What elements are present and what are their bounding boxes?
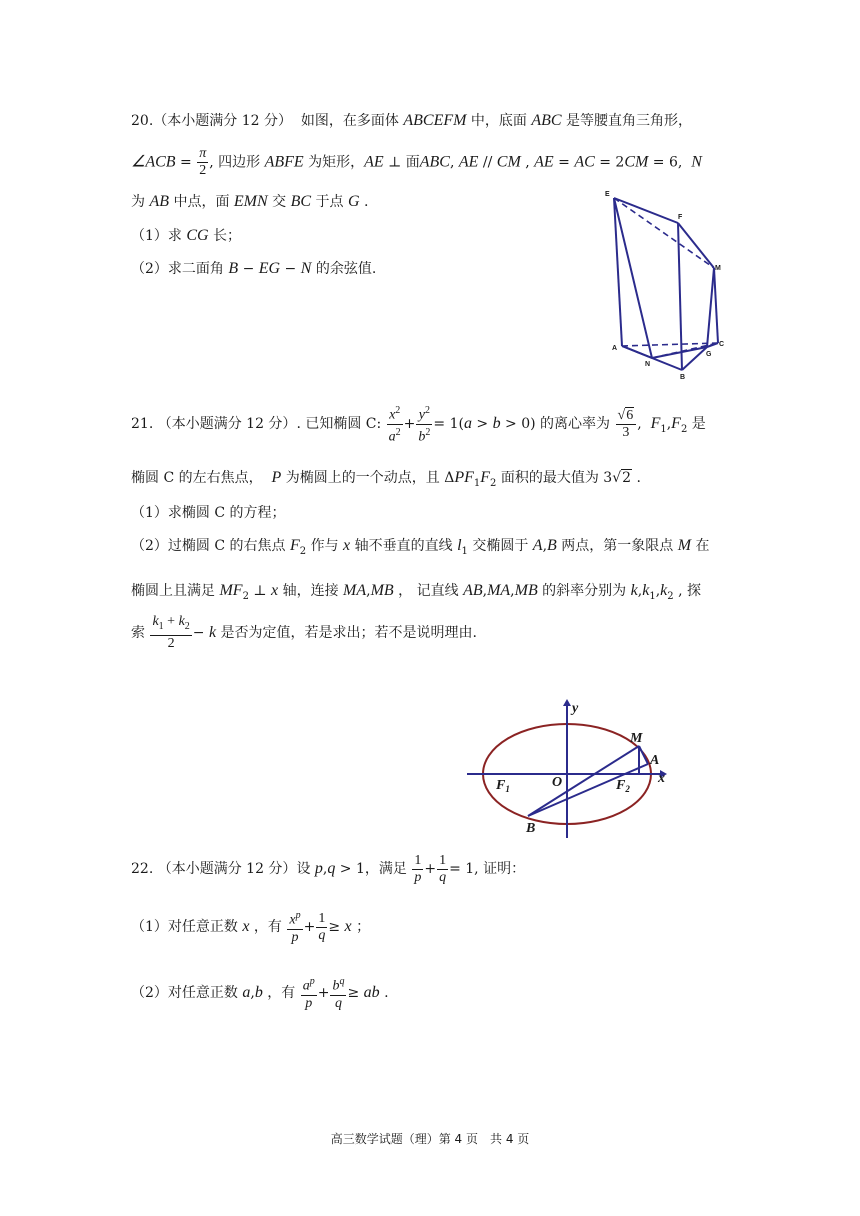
label-M2: M — [630, 731, 643, 746]
ap-over-p-fraction: $\frac{a^p}{p}$ — [302, 976, 315, 1011]
bq-over-q-fraction: $\frac{b^q}{q}$ — [332, 976, 345, 1011]
q21-part1: （1）求椭圆 C 的方程； — [131, 505, 286, 521]
label-y: y — [572, 701, 579, 716]
y2-b2-fraction: $\frac{y^2}{b^2}$ — [418, 405, 431, 445]
q22-part1: （1）对任意正数 x ，有 $\frac{x^p}{p}$ + $\frac{1}{q}$ ≥ x ； — [131, 910, 371, 945]
label-G: G — [706, 351, 712, 358]
q21-part2-line3: 索 $\frac{k_1 + k_2}{2}$ − k 是否为定值，若是求出；若不是说明理由. — [131, 614, 477, 651]
one-over-q-fraction-2: $\frac{1}{q}$ — [318, 910, 326, 943]
one-over-p-fraction: $\frac{1}{p}$ — [414, 852, 422, 885]
q20-line1: 20.（本小题满分 12 分） 如图，在多面体 ABCEFM 中，底面 ABC 是等腰直角三角形， — [131, 112, 693, 129]
q21-note: （本小题满分 12 分） — [157, 416, 297, 433]
k-sum-fraction: $\frac{k_1 + k_2}{2}$ — [152, 614, 190, 651]
label-A: A — [612, 345, 618, 352]
q20-note: （本小题满分 12 分） — [153, 113, 292, 129]
label-A2: A — [650, 753, 660, 768]
pi-over-2-fraction: $\frac{\pi}{2}$ — [199, 146, 207, 178]
page-footer: 高三数学试题（理）第 4 页 共 4 页 — [330, 1132, 530, 1146]
q20-part2: （2）求二面角 B − EG − N 的余弦值. — [131, 260, 377, 277]
q21-line2: 椭圆 C 的左右焦点， P 为椭圆上的一个动点，且 $\Delta PF_1F_2$ 面积的最大值为 3√2 . — [131, 469, 641, 489]
x2-a2-fraction: $\frac{x^2}{a^2}$ — [388, 405, 401, 445]
label-B2: B — [526, 821, 536, 836]
label-F: F — [678, 214, 683, 221]
one-over-q-fraction: $\frac{1}{q}$ — [439, 852, 447, 885]
label-N: N — [645, 361, 651, 368]
label-O: O — [552, 775, 563, 790]
ellipse-figure — [462, 698, 682, 840]
label-B: B — [680, 374, 686, 380]
q22-note: （本小题满分 12 分） — [157, 861, 297, 877]
q20-line3: 为 AB 中点，面 EMN 交 BC 于点 G . — [131, 193, 369, 210]
q21-part2-line1: （2）过椭圆 C 的右焦点 $F_2$ 作与 x 轴不垂直的直线 $l_1$ 交椭圆于 A,B 两点，第一象限点 M 在 — [131, 537, 710, 557]
label-C: C — [719, 341, 725, 348]
q20-part1: （1）求 CG 长； — [131, 227, 242, 244]
q21-intro: . 已知椭圆 C: — [296, 416, 382, 433]
q22-part2: （2）对任意正数 a,b ，有 $\frac{a^p}{p}$ + $\frac{b^q}{q}$ ≥ ab . — [131, 976, 389, 1011]
label-M: M — [715, 265, 721, 272]
y-axis-arrow-icon — [563, 699, 571, 706]
label-F2: $F_2$ — [616, 778, 630, 794]
q20-line2: ∠ACB = $\frac{\pi}{2}$ , 四边形 ABFE 为矩形，AE ⊥ 面ABC, AE // CM , AE = AC = 2CM = 6, N — [131, 146, 702, 178]
label-F1: $F_1$ — [496, 778, 510, 794]
label-x: x — [658, 771, 665, 786]
polyhedron-figure — [600, 188, 740, 380]
q22-number: 22. — [131, 861, 154, 877]
xp-over-p-fraction: $\frac{x^p}{p}$ — [289, 910, 301, 945]
label-E: E — [605, 191, 610, 198]
q21-number: 21. — [131, 416, 154, 433]
q21-line1: 21. （本小题满分 12 分）. 已知椭圆 C: $\frac{x^2}{a^2}$ + $\frac{y^2}{b^2}$ = 1(a > b > 0) 的离心率为 $\frac{√6}{3}$ , $F_1,F_2$ 是 — [131, 405, 706, 445]
q22-line1: 22. （本小题满分 12 分）设 p,q > 1，满足 $\frac{1}{p}$ + $\frac{1}{q}$ = 1, 证明： — [131, 852, 526, 885]
q20-number: 20. — [131, 113, 154, 129]
q21-part2-line2: 椭圆上且满足 $MF_2$ ⊥ x 轴，连接 MA,MB ， 记直线 AB,MA,MB 的斜率分别为 $k,k_1,k_2$ , 探 — [131, 582, 701, 602]
eccentricity-fraction: $\frac{√6}{3}$ — [616, 408, 637, 441]
